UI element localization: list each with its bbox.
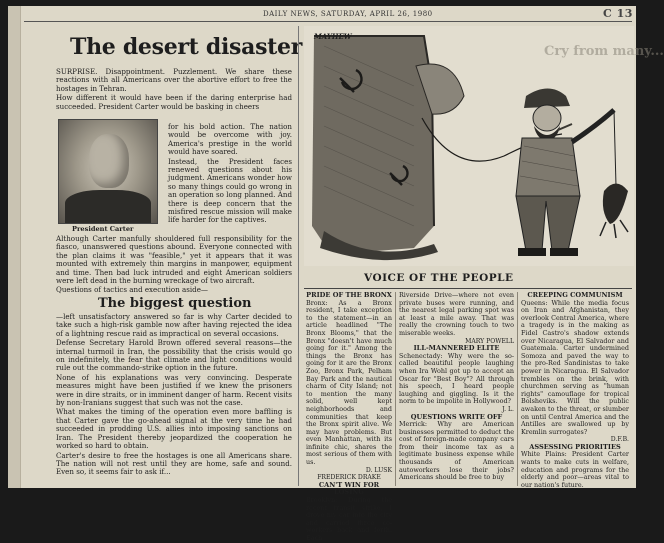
letter-headline: PRIDE OF THE BRONX — [306, 291, 392, 299]
letter-body: Merrick: Why are American businesses permitted to deduct the cost of foreign-made company cars from their income tax as a legitimate business expense while thousands of American autoworkers lose their jobs? Americans should be free to buy — [399, 420, 514, 482]
header-rule — [24, 21, 632, 22]
editorial-title: The desert disaster — [70, 34, 303, 60]
body-1: —left unsatisfactory answered so far is why Carter decided to take such a high-risk gamble now after having rejected the idea of a lightning rescue raid as impractical on several occasions. — [56, 312, 292, 338]
lead-paragraph: SURPRISE. Disappointment. Puzzlement. We share these reactions with all Americans over the abortive effort to free the hostages in Tehran. — [56, 67, 292, 93]
letters-section-title: VOICE OF THE PEOPLE — [364, 272, 514, 284]
page-number: C 13 — [603, 7, 633, 20]
editorial-side-column — [168, 123, 292, 226]
letter-body: Riverside Drive—where not even private buses were running, and the nearest legal parking spot was at least a mile away. That was really the crowning touch to two miserable weeks. — [399, 291, 514, 337]
editorial-wide — [56, 235, 292, 296]
column-divider — [298, 26, 299, 486]
masthead — [263, 7, 633, 20]
page-binding-edge — [8, 6, 21, 488]
letter-headline: CAN'T WIN FOR LOSING — [318, 480, 380, 497]
carter-photo — [58, 119, 158, 224]
subheading: The biggest question — [98, 296, 252, 311]
letters-divider-1 — [395, 292, 396, 486]
letter-headline: QUESTIONS WRITE OFF — [410, 412, 503, 421]
paragraph-2: How different it would have been if the daring enterprise had succeeded. President Carter would be basking in cheers — [56, 93, 292, 111]
photo-suit — [65, 190, 151, 223]
letter-headline: ASSESSING PRIORITIES — [529, 442, 621, 451]
letter-body: Bronx: As a Bronx resident, I take exception to the statement—in an article headlined "The Bronx Blooms," that the Bronx "doesn't have much going for it." Among the things the Bronx has going for it are the Bronx Zoo, Bronx Park, Pelham Bay Park and the nautical charm of City Island; not to mention the many solid, well kept neighborhoods and communities that keep the Bronx spirit alive. We may have problems. But even Manhattan, with its infinite chic, shares the most serious of them with us. — [306, 298, 392, 467]
cartoonist-signature: MAYHEW — [314, 32, 352, 41]
letter-headline: ILL-MANNERED ELITE — [413, 344, 500, 353]
letter-signature: J. L. — [502, 405, 514, 413]
letter-body: White Plains: President Carter wants to make cuts in welfare, education and programs for the elderly and poor—areas vital to our nation's future. — [521, 450, 629, 489]
editorial-lead — [56, 68, 292, 112]
letters-rule — [304, 288, 632, 289]
letter-signature: MARY POWELL — [465, 337, 514, 345]
letter-headline: CREEPING COMMUNISM — [527, 291, 623, 299]
photo-face — [89, 134, 129, 188]
body-5: Carter's desire to free the hostages is one all Americans share. The nation will not rest until they are home, safe and sound. Even so, it seems fair to ask if... — [56, 450, 292, 477]
paragraph-3: Instead, the President faces renewed questions about his judgment. Americans wonder how so many things could go wrong in an operation so long planned. And there is deep concern that the misfired rescue mission will make life harder for the captives. — [168, 156, 292, 225]
paragraph-2b: for his bold action. The nation would be overcome with joy. America's prestige in the world would have soared. — [168, 122, 292, 157]
letter-signature: FREDERICK DRAKE — [317, 474, 381, 482]
body-4: What makes the timing of the operation even more baffling is that Carter gave the go-ahead signal at the very time he had succeeded in prodding U.S. allies into imposing sanctions on Iran. The President thereby jeopardized the cooperation he worked so hard to obtain. — [56, 407, 292, 451]
letter-body: Queens: While the media focus on Iran and Afghanistan, they overlook Central America, where a tragedy is in the making as Fidel Castro's shadow extends over Nicaragua, El Salvador and Guatemala. Carter undermined Somoza and paved the way to the pro-Red Sandinistas to take power in Nicaragua. El Salvador trembles on the brink, with churchmen serving as "human rights" camouflage for tropical Bolsheviks. Will the public awaken to the threat, or slumber on until Central America and the Antilles are swallowed up by Kremlin surrogates? — [521, 298, 629, 436]
letters-column-2 — [399, 292, 514, 482]
editorial-lower — [56, 313, 292, 478]
letters-column-3 — [521, 292, 629, 489]
letter-body: Schenectady: Why were the so-called beautiful people laughing when Ira Wohl got up to accept an Oscar for "Best Boy"? All through his speech, I heard people laughing and giggling. Is it the norm to be impolite in Hollywood? — [399, 351, 514, 406]
letters-column-1 — [306, 292, 392, 543]
letter-body: Brooklyn: During the recent transit strike, I drove my car into the city and carried three co-workers back and forth. Each — [306, 496, 392, 542]
letter-signature: D.F.B. — [610, 436, 629, 444]
background-headline: Cry from many... — [544, 44, 664, 59]
paragraph-4: Although Carter manfully shouldered full responsibility for the fiasco, unanswered questions abound. Everyone connected with the plan claims it was "feasible," yet it appears that it was mounted with extremely thin margins in manpower, equipment and time. Then bad luck intruded and eight American soldiers were left dead in the burning wreckage of two aircraft. — [56, 234, 292, 286]
cartoon-drawing — [304, 26, 634, 266]
newspaper-page — [8, 6, 664, 542]
editorial-cartoon — [304, 26, 664, 266]
body-2: Defense Secretary Harold Brown offered several reasons—the internal turmoil in Iran, the possibility that the crisis would go on indefinitely, the fear that climate and light conditions would rule out the commando-strike option in the future. — [56, 338, 292, 373]
paragraph-5: Questions of tactics and execution aside— — [56, 285, 208, 295]
body-3: None of his explanations was very convincing. Desperate measures might have been justified if we knew the prisoners were in dire straits, or in imminent danger of harm. Recent visits by non-Iranians suggest that such was not the case. — [56, 372, 292, 408]
masthead-text: DAILY NEWS, SATURDAY, APRIL 26, 1980 — [263, 10, 433, 18]
photo-caption: President Carter — [72, 225, 134, 233]
letter-signature: D. LUSK — [365, 466, 392, 474]
letters-divider-2 — [517, 292, 518, 486]
